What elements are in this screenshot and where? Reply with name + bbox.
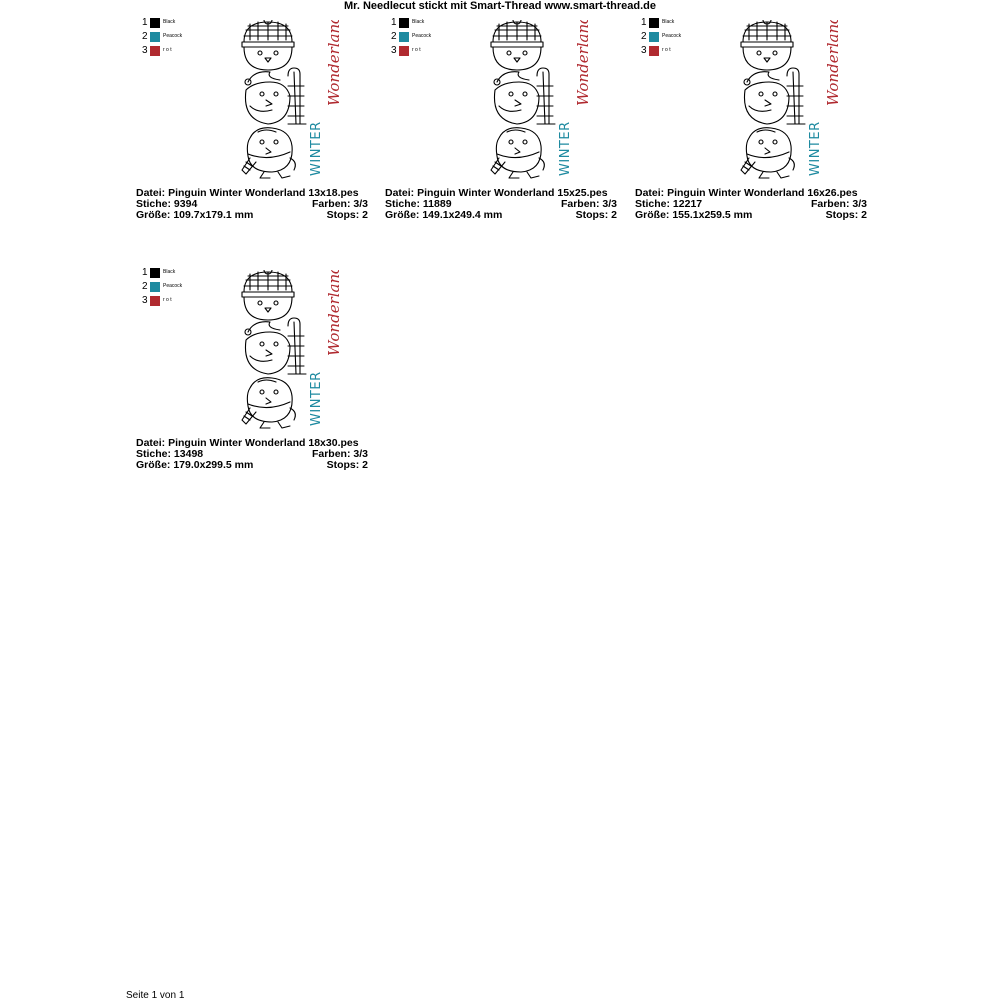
embroidery-design-preview: [236, 270, 346, 430]
design-size: Größe: 109.7x179.1 mm: [136, 209, 254, 221]
color-swatch: [399, 46, 409, 56]
color-swatch: [649, 32, 659, 42]
penguin-sled-icon: [494, 68, 555, 124]
color-name: Peacock: [662, 33, 682, 39]
stitch-count: Stiche: 12217: [635, 198, 703, 210]
color-number: 1: [391, 17, 397, 28]
color-name: r o t: [412, 47, 421, 53]
color-number: 2: [641, 31, 647, 42]
color-name: Black: [412, 19, 425, 25]
design-size: Größe: 179.0x299.5 mm: [136, 459, 254, 471]
penguin-beanie-icon: [242, 270, 294, 320]
embroidery-design-preview: [236, 20, 346, 180]
color-name: Black: [163, 19, 176, 25]
color-number: 2: [142, 281, 148, 292]
color-swatch: [150, 18, 160, 28]
design-wonderland-text: Wonderland: [824, 20, 842, 106]
color-swatch: [150, 46, 160, 56]
design-wonderland-text: Wonderland: [574, 20, 592, 106]
design-info: [136, 438, 368, 471]
design-card: [136, 0, 368, 221]
color-number: 3: [142, 45, 148, 56]
penguin-beanie-icon: [242, 20, 294, 70]
penguin-beanie-icon: [491, 20, 543, 70]
design-winter-text: WINTER: [808, 121, 823, 176]
penguin-sled-icon: [245, 68, 306, 124]
color-count: Farben: 3/3: [311, 198, 368, 210]
file-name: Datei: Pinguin Winter Wonderland 13x18.pes: [136, 187, 359, 199]
color-swatch: [399, 18, 409, 28]
color-swatch: [399, 32, 409, 42]
color-number: 3: [142, 295, 148, 306]
design-wonderland-text: Wonderland: [325, 270, 343, 356]
color-number: 1: [641, 17, 647, 28]
color-name: Peacock: [163, 33, 183, 39]
design-winter-text: WINTER: [309, 371, 324, 426]
stop-count: Stops: 2: [825, 209, 867, 221]
stop-count: Stops: 2: [326, 459, 368, 471]
design-winter-text: WINTER: [309, 121, 324, 176]
color-count: Farben: 3/3: [311, 448, 368, 460]
design-size: Größe: 149.1x249.4 mm: [385, 209, 503, 221]
color-swatch: [150, 296, 160, 306]
page-footer: Seite 1 von 1: [126, 990, 185, 1001]
design-card: [136, 250, 368, 471]
color-name: r o t: [163, 47, 172, 53]
color-swatch: [150, 32, 160, 42]
penguin-scarf-icon: [242, 378, 295, 428]
design-card: [385, 0, 617, 221]
penguin-scarf-icon: [242, 128, 295, 178]
design-info: [385, 188, 617, 221]
page-header: Mr. Needlecut stickt mit Smart-Thread www.smart-thread.de: [344, 0, 656, 12]
design-card: [635, 0, 867, 221]
design-winter-text: WINTER: [558, 121, 573, 176]
penguin-scarf-icon: [741, 128, 794, 178]
file-name: Datei: Pinguin Winter Wonderland 18x30.pes: [136, 437, 359, 449]
penguin-scarf-icon: [491, 128, 544, 178]
color-swatch: [649, 18, 659, 28]
color-number: 2: [391, 31, 397, 42]
design-info: [635, 188, 867, 221]
color-swatch: [150, 268, 160, 278]
stitch-count: Stiche: 11889: [385, 198, 452, 210]
embroidery-design-preview: [735, 20, 845, 180]
color-number: 3: [391, 45, 397, 56]
color-name: r o t: [662, 47, 671, 53]
color-number: 3: [641, 45, 647, 56]
design-info: [136, 188, 368, 221]
color-count: Farben: 3/3: [810, 198, 867, 210]
color-name: Black: [163, 269, 176, 275]
color-name: Black: [662, 19, 675, 25]
color-number: 1: [142, 267, 148, 278]
color-swatch: [649, 46, 659, 56]
design-size: Größe: 155.1x259.5 mm: [635, 209, 753, 221]
stitch-count: Stiche: 13498: [136, 448, 204, 460]
color-name: Peacock: [412, 33, 432, 39]
color-number: 1: [142, 17, 148, 28]
color-name: Peacock: [163, 283, 183, 289]
color-name: r o t: [163, 297, 172, 303]
penguin-sled-icon: [245, 318, 306, 374]
penguin-beanie-icon: [741, 20, 793, 70]
color-number: 2: [142, 31, 148, 42]
color-count: Farben: 3/3: [560, 198, 617, 210]
stop-count: Stops: 2: [575, 209, 617, 221]
file-name: Datei: Pinguin Winter Wonderland 16x26.pes: [635, 187, 858, 199]
color-swatch: [150, 282, 160, 292]
file-name: Datei: Pinguin Winter Wonderland 15x25.pes: [385, 187, 608, 199]
penguin-sled-icon: [744, 68, 805, 124]
design-wonderland-text: Wonderland: [325, 20, 343, 106]
embroidery-design-preview: [485, 20, 595, 180]
stitch-count: Stiche: 9394: [136, 198, 198, 210]
stop-count: Stops: 2: [326, 209, 368, 221]
